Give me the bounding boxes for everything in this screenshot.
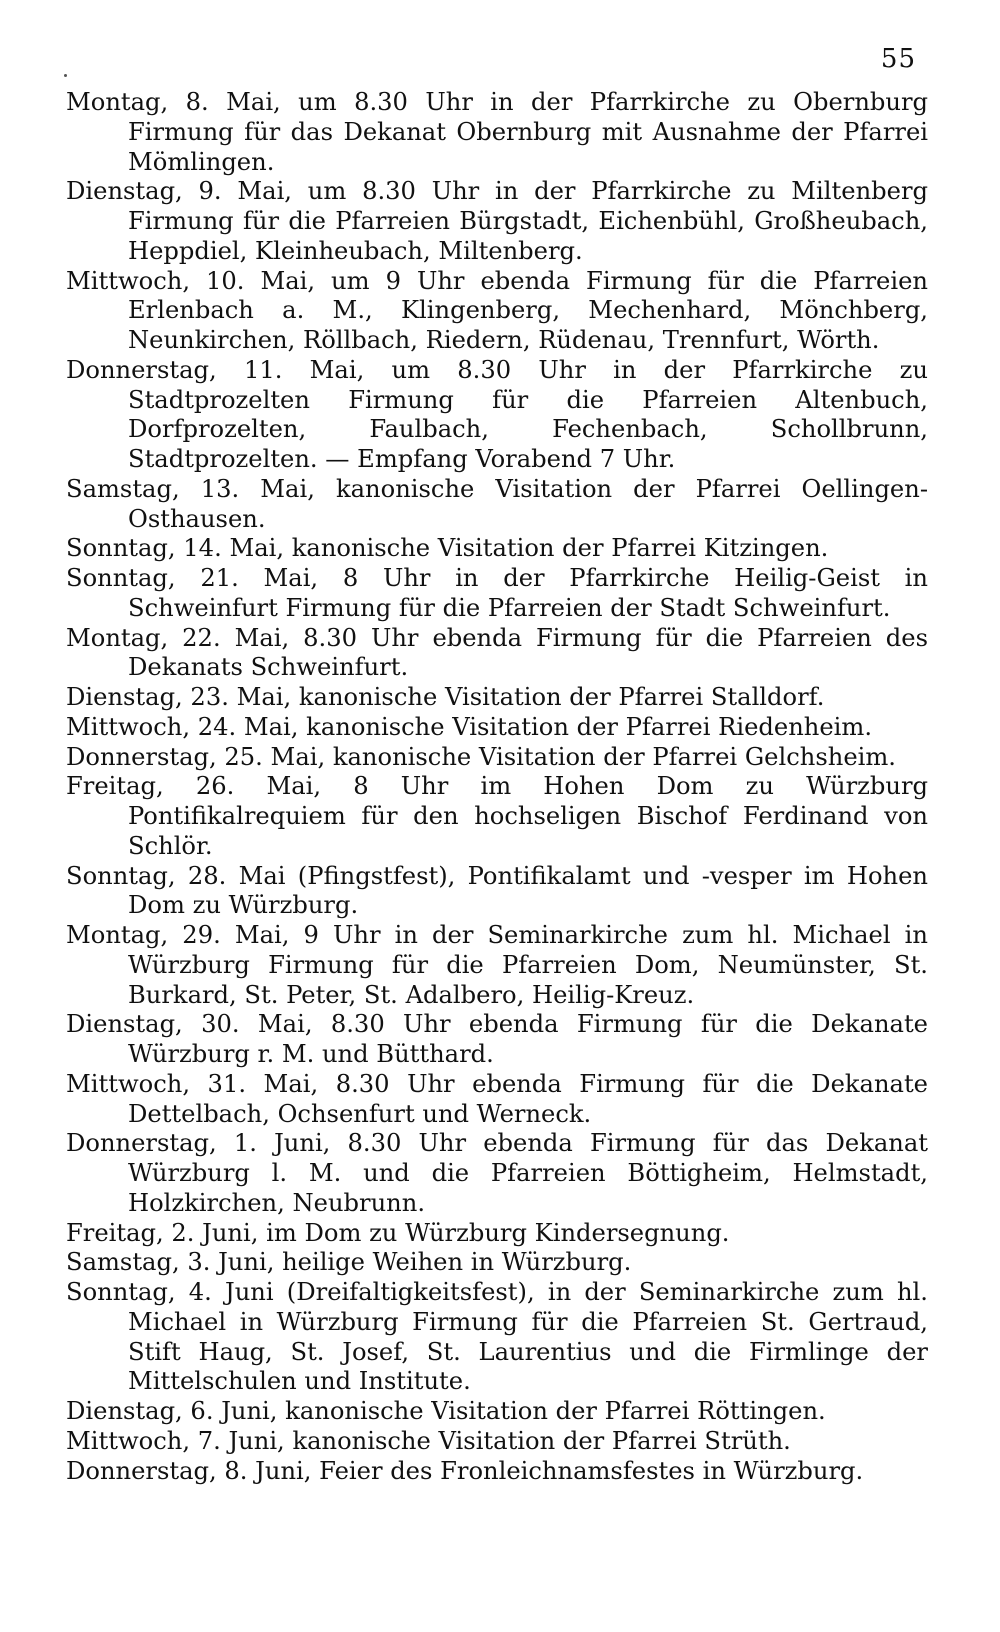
page-number: 55 xyxy=(880,44,916,74)
schedule-entry: Sonntag, 14. Mai, kanonische Visitation der Pfarrei Kitzingen. xyxy=(66,534,829,563)
schedule-entry: Donnerstag, 1. Juni, 8.30 Uhr ebenda Firmung für das Dekanat Würzburg l. M. und die Pfarreien Böttigheim, Helmstadt, Holzkirchen, Neubrunn. xyxy=(66,1129,928,1217)
schedule-entry: Freitag, 2. Juni, im Dom zu Würzburg Kindersegnung. xyxy=(66,1218,730,1247)
schedule-entry: Sonntag, 21. Mai, 8 Uhr in der Pfarrkirche Heilig-Geist in Schweinfurt Firmung für die Pfarreien der Stadt Schweinfurt. xyxy=(66,564,928,622)
schedule-entry: Sonntag, 28. Mai (Pfingstfest), Pontifikalamt und -vesper im Hohen Dom zu Würzburg. xyxy=(66,861,928,920)
schedule-entry: Sonntag, 4. Juni (Dreifaltigkeitsfest), in der Seminarkirche zum hl. Michael in Würzburg Firmung für die Pfarreien St. Gertraud, Stift Haug, St. Josef, St. Laurentius und die Firmlinge der Mittelschulen und Institute. xyxy=(66,1278,928,1396)
schedule-entry: Freitag, 26. Mai, 8 Uhr im Hohen Dom zu Würzburg Pontifikalrequiem für den hochseligen Bischof Ferdinand von Schlör. xyxy=(66,772,928,860)
schedule-entry: Montag, 29. Mai, 9 Uhr in der Seminarkirche zum hl. Michael in Würzburg Firmung für die Pfarreien Dom, Neumünster, St. Burkard, St. Peter, St. Adalbero, Heilig-Kreuz. xyxy=(66,921,928,1009)
schedule-entry: Mittwoch, 10. Mai, um 9 Uhr ebenda Firmung für die Pfarreien Erlenbach a. M., Klingenberg, Mechenhard, Mönchberg, Neunkirchen, Röllbach, Riedern, Rüdenau, Trennfurt, Wörth. xyxy=(66,266,928,354)
schedule-entry: Donnerstag, 11. Mai, um 8.30 Uhr in der Pfarrkirche zu Stadtprozelten Firmung für die Pfarreien Altenbuch, Dorfprozelten, Faulbach, Fechenbach, Schollbrunn, Stadtprozelten. — Empfang Vorabend 7 Uhr. xyxy=(66,355,928,473)
schedule-entry: Montag, 8. Mai, um 8.30 Uhr in der Pfarrkirche zu Obernburg Firmung für das Dekanat Obernburg mit Ausnahme der Pfarrei Mömlingen. xyxy=(66,88,928,176)
schedule-entry: Dienstag, 30. Mai, 8.30 Uhr ebenda Firmung für die Dekanate Würzburg r. M. und Bütthard. xyxy=(66,1010,928,1068)
schedule-entry: Dienstag, 9. Mai, um 8.30 Uhr in der Pfarrkirche zu Miltenberg Firmung für die Pfarreien Bürgstadt, Eichenbühl, Großheubach, Heppdiel, Kleinheubach, Miltenberg. xyxy=(66,177,928,265)
schedule-list xyxy=(66,88,928,1486)
print-speck xyxy=(64,74,67,77)
schedule-entry: Montag, 22. Mai, 8.30 Uhr ebenda Firmung für die Pfarreien des Dekanats Schweinfurt. xyxy=(66,623,928,682)
schedule-entry: Mittwoch, 31. Mai, 8.30 Uhr ebenda Firmung für die Dekanate Dettelbach, Ochsenfurt und Werneck. xyxy=(66,1069,928,1128)
schedule-entry: Samstag, 13. Mai, kanonische Visitation der Pfarrei Oellingen-Osthausen. xyxy=(66,474,928,533)
schedule-entry: Dienstag, 23. Mai, kanonische Visitation der Pfarrei Stalldorf. xyxy=(66,683,825,711)
schedule-entry: Mittwoch, 24. Mai, kanonische Visitation der Pfarrei Riedenheim. xyxy=(66,712,873,741)
schedule-entry: Donnerstag, 25. Mai, kanonische Visitation der Pfarrei Gelchsheim. xyxy=(66,742,896,771)
schedule-entry: Dienstag, 6. Juni, kanonische Visitation der Pfarrei Röttingen. xyxy=(66,1397,826,1425)
schedule-entry: Mittwoch, 7. Juni, kanonische Visitation der Pfarrei Strüth. xyxy=(66,1426,791,1455)
schedule-entry: Samstag, 3. Juni, heilige Weihen in Würzburg. xyxy=(66,1248,632,1277)
schedule-entry: Donnerstag, 8. Juni, Feier des Fronleichnamsfestes in Würzburg. xyxy=(66,1456,864,1485)
